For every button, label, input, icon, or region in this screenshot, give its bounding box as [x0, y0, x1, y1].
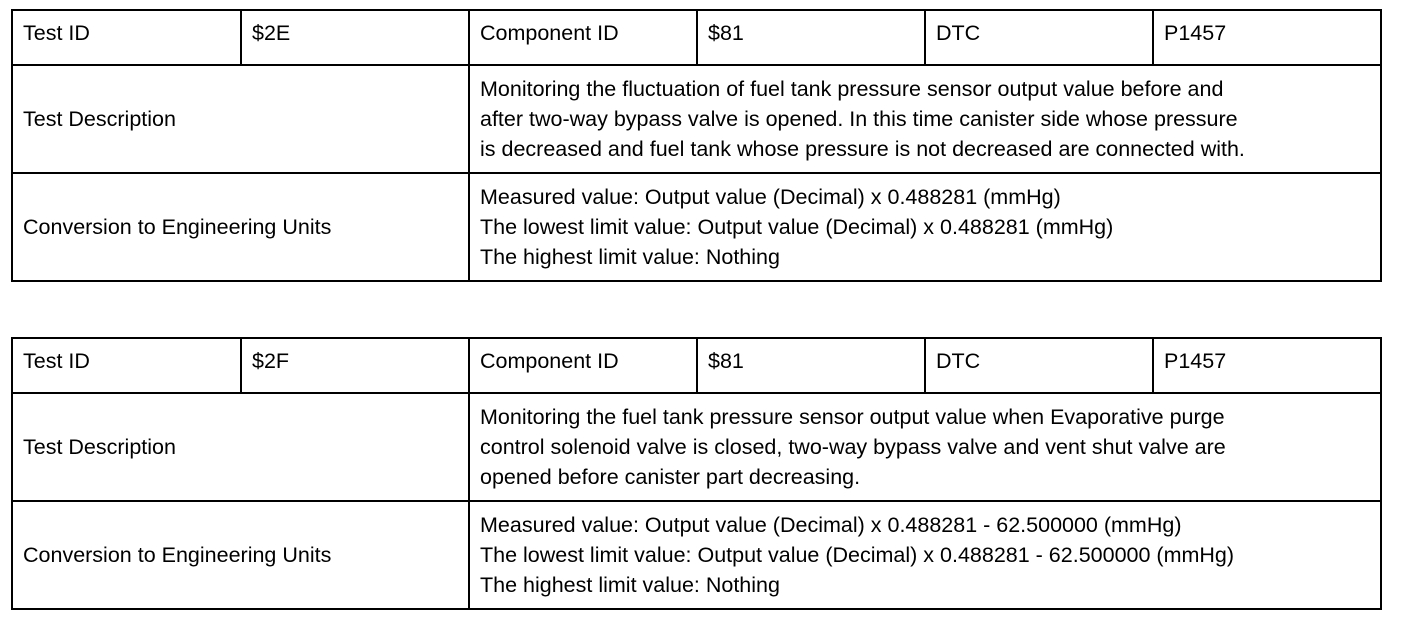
test-id-label: Test ID: [12, 10, 241, 65]
conversion-text: [469, 501, 1381, 609]
dtc-label: DTC: [925, 338, 1153, 393]
conversion-line: Measured value: Output value (Decimal) x 0.488281 - 62.500000 (mmHg): [480, 513, 1182, 537]
description-row: [12, 65, 1381, 173]
description-line: after two-way bypass valve is opened. In this time canister side whose pressure: [480, 107, 1238, 131]
test-id-value: $2E: [241, 10, 469, 65]
description-label: Test Description: [12, 393, 469, 501]
description-line: is decreased and fuel tank whose pressure is not decreased are connected with.: [480, 137, 1245, 161]
conversion-line: Measured value: Output value (Decimal) x 0.488281 (mmHg): [480, 185, 1061, 209]
table-header-row: [12, 338, 1381, 393]
dtc-label: DTC: [925, 10, 1153, 65]
dtc-value: P1457: [1153, 338, 1381, 393]
description-line: Monitoring the fuel tank pressure sensor output value when Evaporative purge: [480, 405, 1225, 429]
description-text: [469, 65, 1381, 173]
conversion-label: Conversion to Engineering Units: [12, 501, 469, 609]
component-id-label: Component ID: [469, 10, 697, 65]
component-id-value: $81: [697, 10, 925, 65]
dtc-value: P1457: [1153, 10, 1381, 65]
conversion-line: The lowest limit value: Output value (Decimal) x 0.488281 - 62.500000 (mmHg): [480, 543, 1235, 567]
conversion-text: [469, 173, 1381, 281]
conversion-line: The highest limit value: Nothing: [480, 573, 780, 597]
description-line: opened before canister part decreasing.: [480, 465, 861, 489]
test-id-value: $2F: [241, 338, 469, 393]
description-row: [12, 393, 1381, 501]
table-header-row: [12, 10, 1381, 65]
test-spec-table: [11, 9, 1382, 282]
test-spec-table: [11, 337, 1382, 610]
component-id-value: $81: [697, 338, 925, 393]
description-line: control solenoid valve is closed, two-way bypass valve and vent shut valve are: [480, 435, 1226, 459]
conversion-line: The highest limit value: Nothing: [480, 245, 780, 269]
conversion-line: The lowest limit value: Output value (Decimal) x 0.488281 (mmHg): [480, 215, 1114, 239]
test-id-label: Test ID: [12, 338, 241, 393]
component-id-label: Component ID: [469, 338, 697, 393]
description-text: [469, 393, 1381, 501]
conversion-row: [12, 173, 1381, 281]
conversion-label: Conversion to Engineering Units: [12, 173, 469, 281]
conversion-row: [12, 501, 1381, 609]
description-line: Monitoring the fluctuation of fuel tank pressure sensor output value before and: [480, 77, 1224, 101]
description-label: Test Description: [12, 65, 469, 173]
